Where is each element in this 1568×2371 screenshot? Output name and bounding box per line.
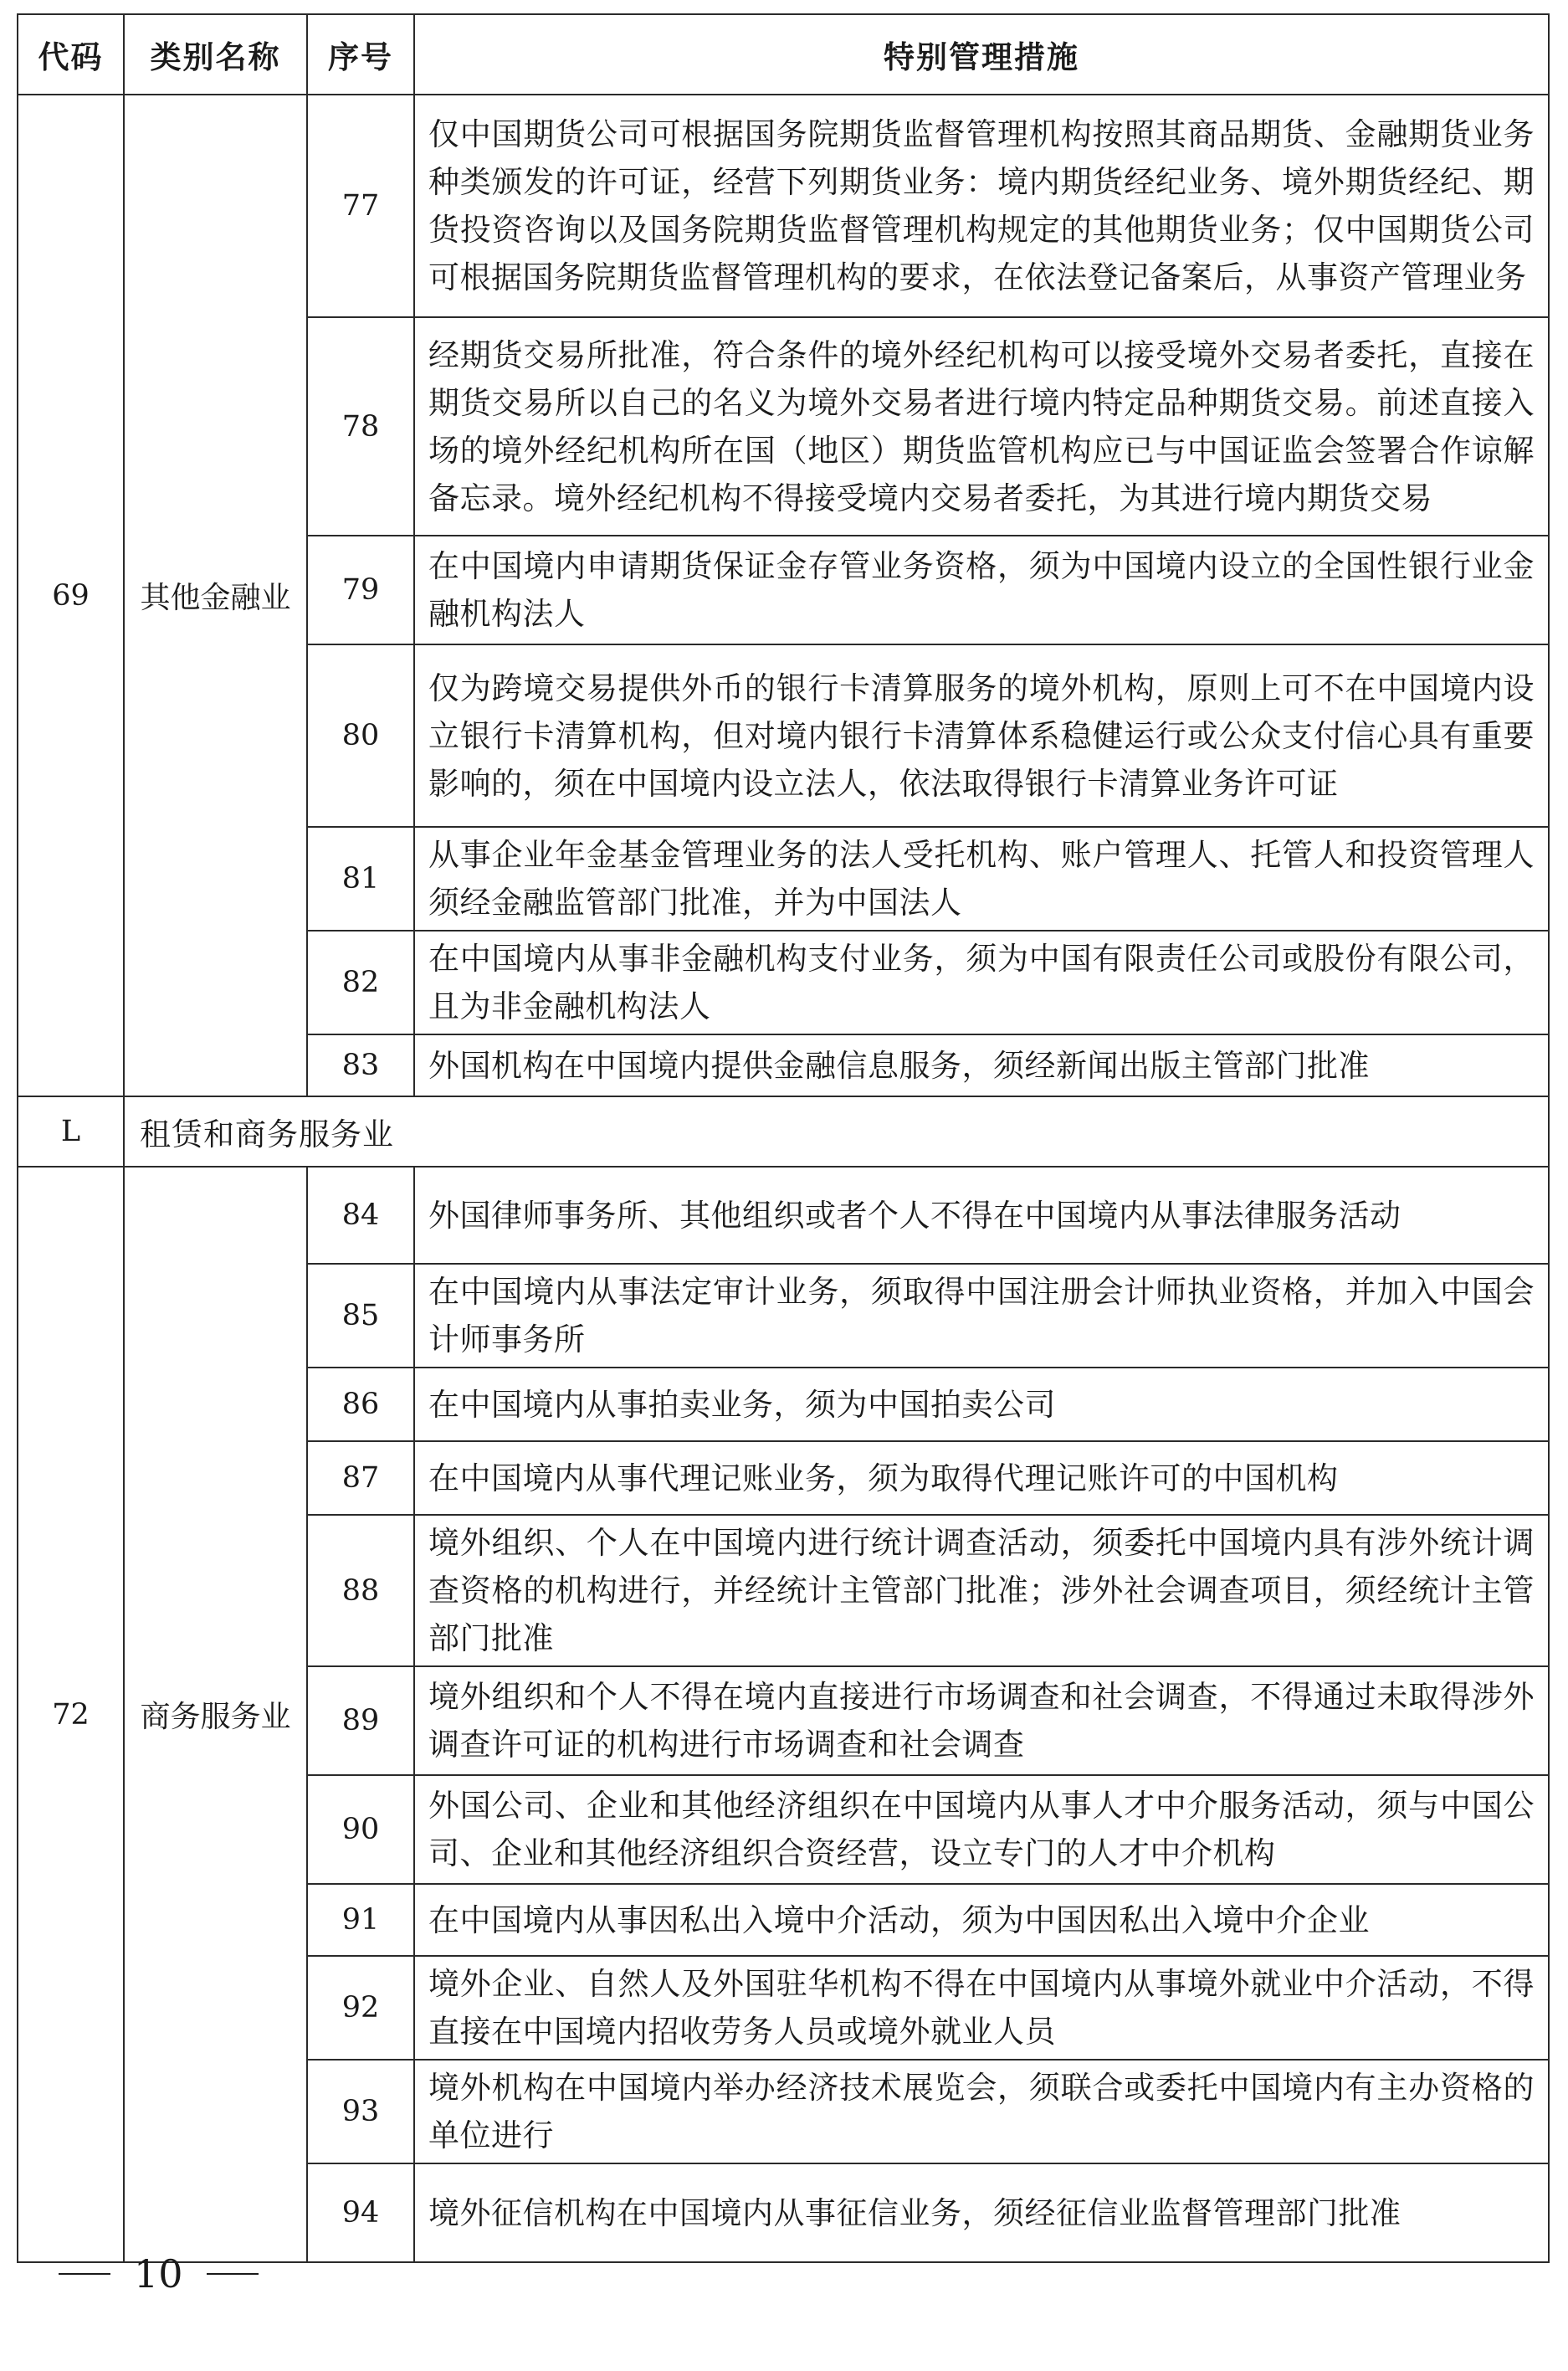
table-header-row xyxy=(18,14,1549,95)
measure-text: 境外企业、自然人及外国驻华机构不得在中国境内从事境外就业中介活动，不得直接在中国境内招收劳务人员或境外就业人员 xyxy=(414,1956,1549,2060)
section-name: 租赁和商务服务业 xyxy=(124,1096,1549,1167)
measure-text: 境外征信机构在中国境内从事征信业务，须经征信业监督管理部门批准 xyxy=(414,2163,1549,2262)
table-row xyxy=(18,95,1549,317)
category-name: 商务服务业 xyxy=(124,1167,307,2262)
serial-number: 90 xyxy=(307,1775,414,1884)
header-category-name: 类别名称 xyxy=(124,14,307,95)
measure-text: 仅中国期货公司可根据国务院期货监督管理机构按照其商品期货、金融期货业务种类颁发的许可证，经营下列期货业务：境内期货经纪业务、境外期货经纪、期货投资咨询以及国务院期货监督管理机构规定的其他期货业务；仅中国期货公司可根据国务院期货监督管理机构的要求，在依法登记备案后，从事资产管理业务 xyxy=(414,95,1549,317)
category-name: 其他金融业 xyxy=(124,95,307,1096)
serial-number: 80 xyxy=(307,644,414,827)
measure-text: 在中国境内从事代理记账业务，须为取得代理记账许可的中国机构 xyxy=(414,1441,1549,1515)
measure-text: 外国律师事务所、其他组织或者个人不得在中国境内从事法律服务活动 xyxy=(414,1167,1549,1264)
serial-number: 81 xyxy=(307,827,414,931)
serial-number: 85 xyxy=(307,1264,414,1368)
category-code: 69 xyxy=(18,95,124,1096)
serial-number: 87 xyxy=(307,1441,414,1515)
measure-text: 经期货交易所批准，符合条件的境外经纪机构可以接受境外交易者委托，直接在期货交易所以自己的名义为境外交易者进行境内特定品种期货交易。前述直接入场的境外经纪机构所在国（地区）期货监管机构应已与中国证监会签署合作谅解备忘录。境外经纪机构不得接受境内交易者委托，为其进行境内期货交易 xyxy=(414,317,1549,536)
footer-left-dash xyxy=(59,2273,110,2275)
serial-number: 83 xyxy=(307,1034,414,1096)
measure-text: 境外组织和个人不得在境内直接进行市场调查和社会调查，不得通过未取得涉外调查许可证的机构进行市场调查和社会调查 xyxy=(414,1666,1549,1775)
measure-text: 外国公司、企业和其他经济组织在中国境内从事人才中介服务活动，须与中国公司、企业和其他经济组织合资经营，设立专门的人才中介机构 xyxy=(414,1775,1549,1884)
measure-text: 在中国境内从事非金融机构支付业务，须为中国有限责任公司或股份有限公司，且为非金融机构法人 xyxy=(414,931,1549,1034)
section-row xyxy=(18,1096,1549,1167)
measure-text: 在中国境内申请期货保证金存管业务资格，须为中国境内设立的全国性银行业金融机构法人 xyxy=(414,536,1549,644)
serial-number: 84 xyxy=(307,1167,414,1264)
serial-number: 79 xyxy=(307,536,414,644)
footer-right-dash xyxy=(207,2273,259,2275)
serial-number: 86 xyxy=(307,1368,414,1441)
serial-number: 92 xyxy=(307,1956,414,2060)
table-row xyxy=(18,1167,1549,1264)
page-footer xyxy=(59,2251,259,2297)
measure-text: 境外组织、个人在中国境内进行统计调查活动，须委托中国境内具有涉外统计调查资格的机构进行，并经统计主管部门批准；涉外社会调查项目，须经统计主管部门批准 xyxy=(414,1515,1549,1666)
serial-number: 82 xyxy=(307,931,414,1034)
measure-text: 外国机构在中国境内提供金融信息服务，须经新闻出版主管部门批准 xyxy=(414,1034,1549,1096)
serial-number: 91 xyxy=(307,1884,414,1956)
measure-text: 在中国境内从事拍卖业务，须为中国拍卖公司 xyxy=(414,1368,1549,1441)
serial-number: 94 xyxy=(307,2163,414,2262)
serial-number: 78 xyxy=(307,317,414,536)
measures-table xyxy=(17,13,1550,2263)
header-special-measures: 特别管理措施 xyxy=(414,14,1549,95)
category-code: 72 xyxy=(18,1167,124,2262)
header-serial-number: 序号 xyxy=(307,14,414,95)
page-number: 10 xyxy=(134,2251,183,2297)
serial-number: 77 xyxy=(307,95,414,317)
serial-number: 89 xyxy=(307,1666,414,1775)
measure-text: 在中国境内从事因私出入境中介活动，须为中国因私出入境中介企业 xyxy=(414,1884,1549,1956)
measure-text: 仅为跨境交易提供外币的银行卡清算服务的境外机构，原则上可不在中国境内设立银行卡清算机构，但对境内银行卡清算体系稳健运行或公众支付信心具有重要影响的，须在中国境内设立法人，依法取得银行卡清算业务许可证 xyxy=(414,644,1549,827)
header-code: 代码 xyxy=(18,14,124,95)
serial-number: 93 xyxy=(307,2060,414,2163)
measure-text: 从事企业年金基金管理业务的法人受托机构、账户管理人、托管人和投资管理人须经金融监管部门批准，并为中国法人 xyxy=(414,827,1549,931)
measure-text: 境外机构在中国境内举办经济技术展览会，须联合或委托中国境内有主办资格的单位进行 xyxy=(414,2060,1549,2163)
section-code: L xyxy=(18,1096,124,1167)
measure-text: 在中国境内从事法定审计业务，须取得中国注册会计师执业资格，并加入中国会计师事务所 xyxy=(414,1264,1549,1368)
serial-number: 88 xyxy=(307,1515,414,1666)
